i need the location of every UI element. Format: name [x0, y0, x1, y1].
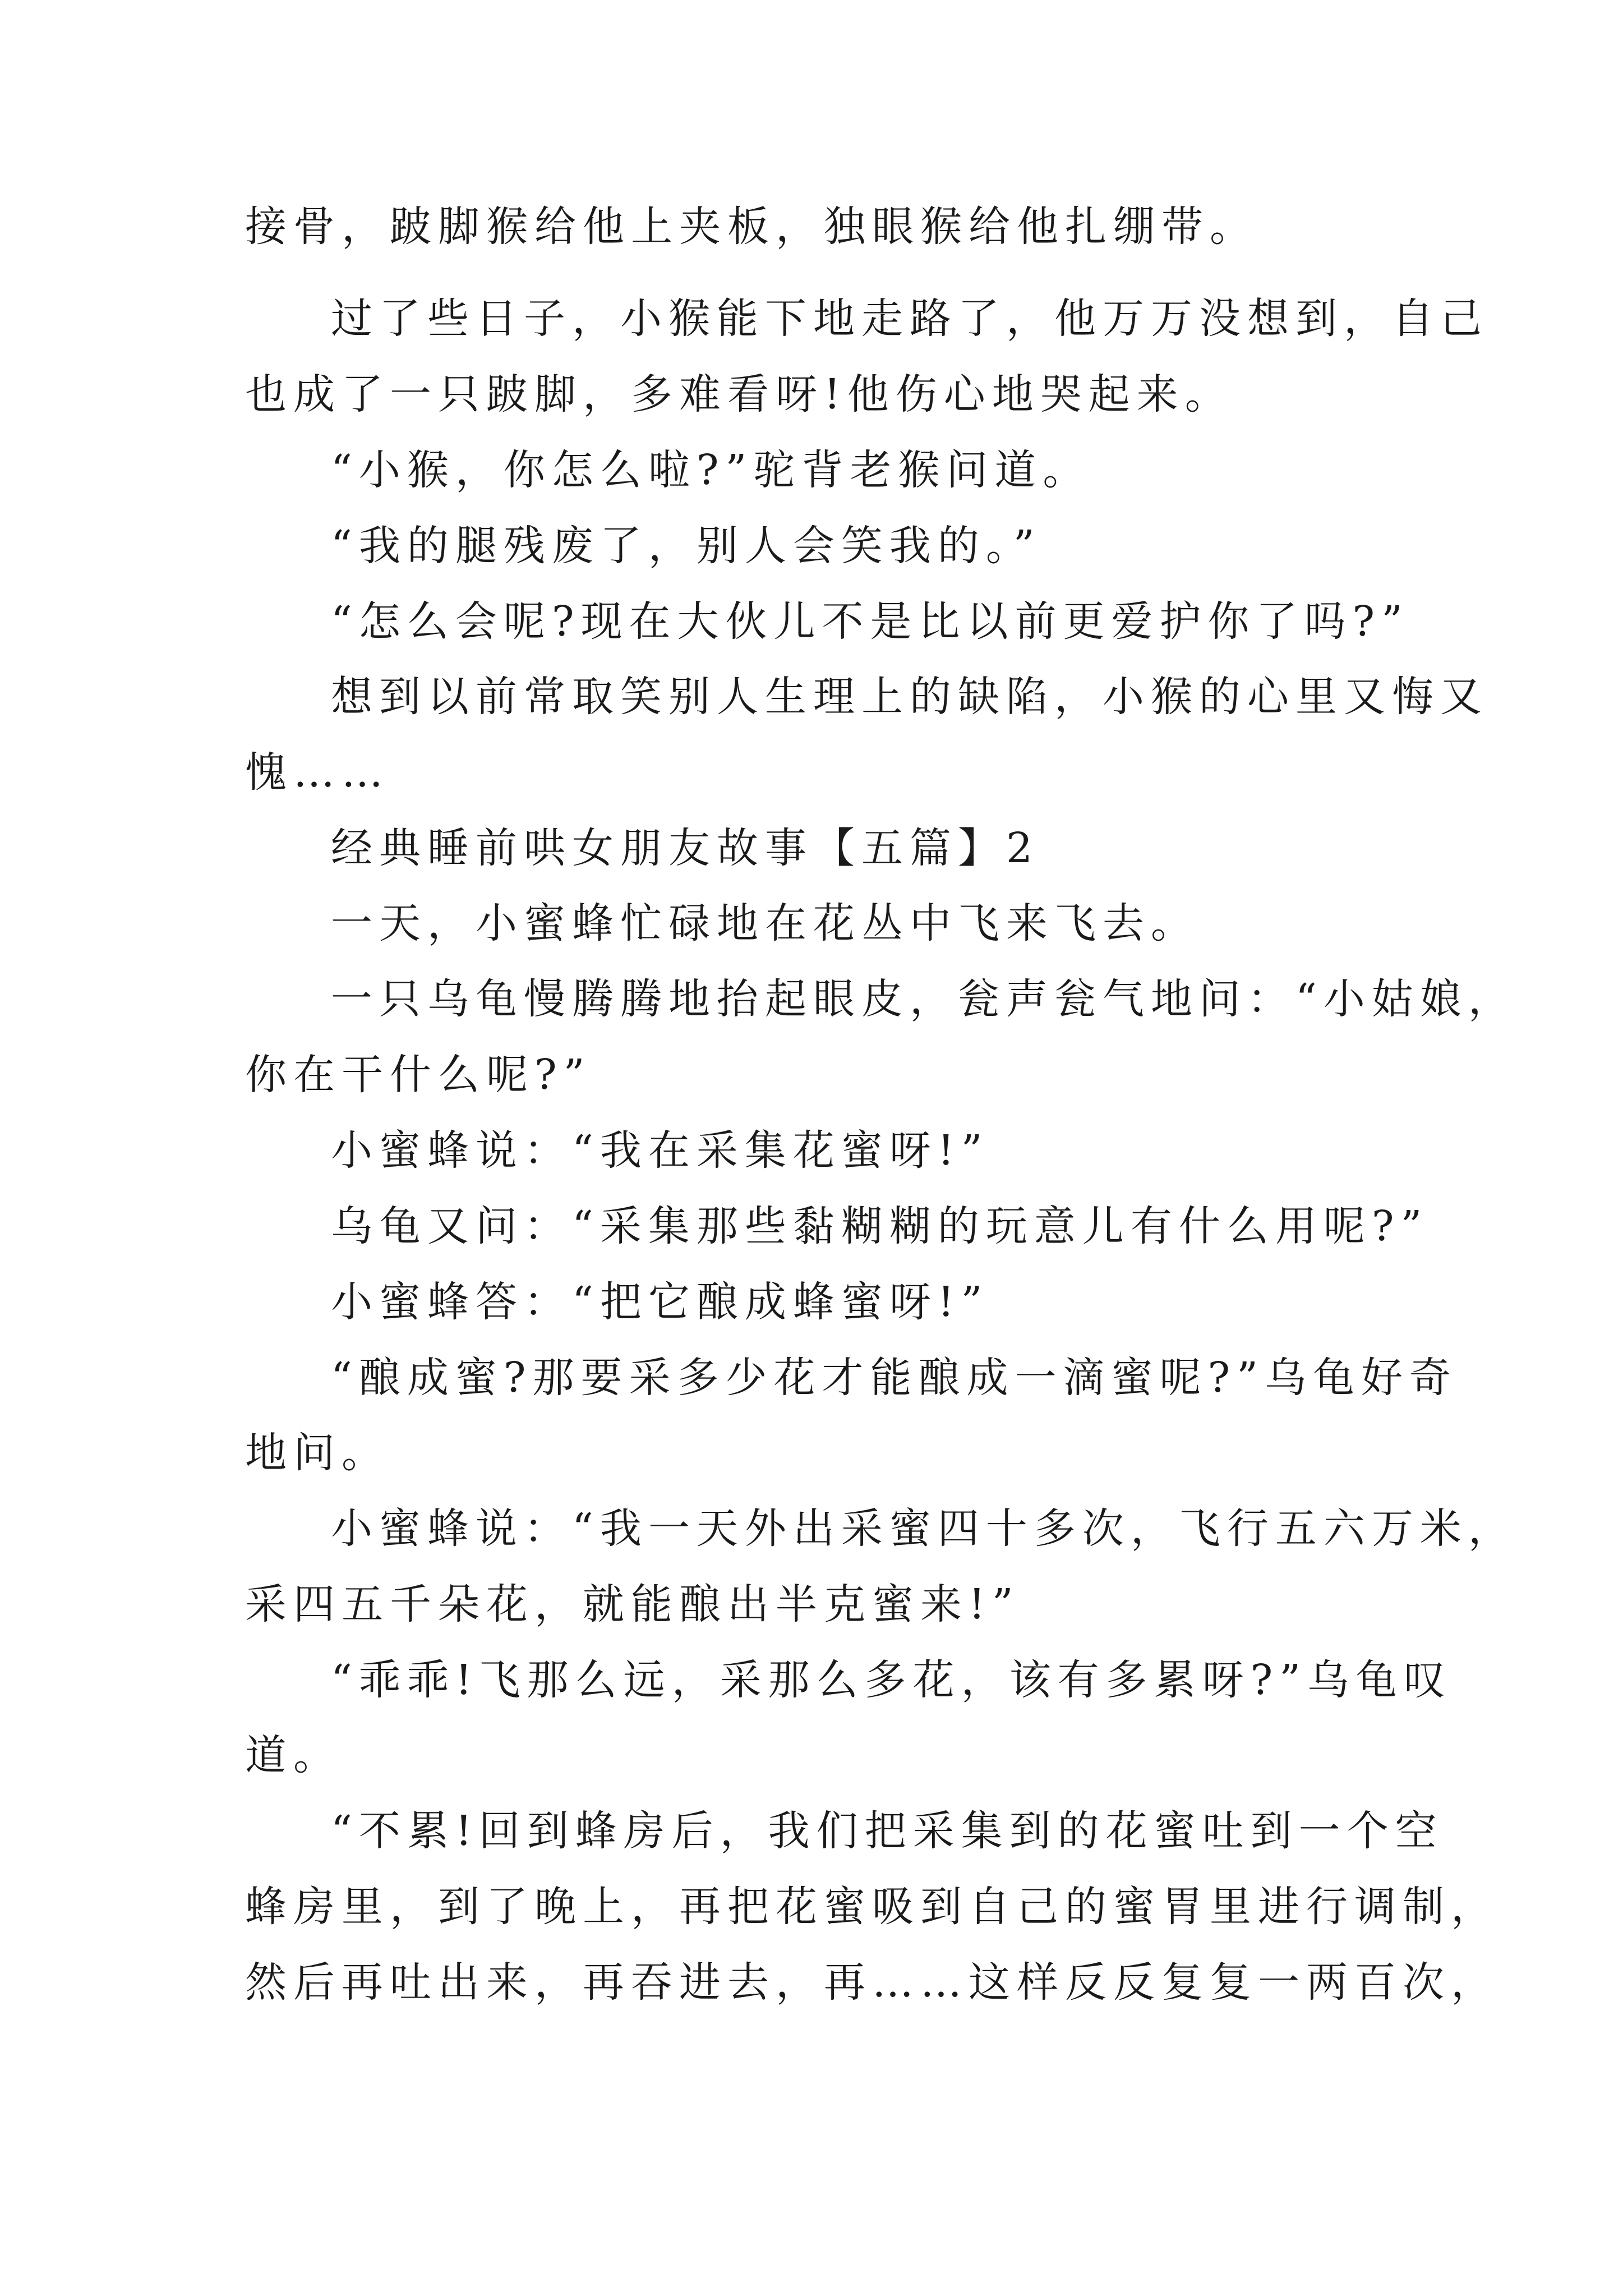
text-line: 蜂房里，到了晚上，再把花蜜吸到自己的蜜胃里进行调制， [245, 1883, 1499, 1931]
text-line: 接骨，跛脚猴给他上夹板，独眼猴给他扎绷带。 [245, 203, 1258, 251]
text-line: 愧…… [245, 748, 390, 797]
text-line: “小猴，你怎么啦?”驼背老猴问道。 [331, 446, 1091, 494]
text-line: 想到以前常取笑别人生理上的缺陷，小猴的心里又悔又 [331, 673, 1488, 721]
text-line: “怎么会呢?现在大伙儿不是比以前更爱护你了吗?” [331, 597, 1410, 646]
text-line: 也成了一只跛脚，多难看呀!他伤心地哭起来。 [245, 370, 1233, 418]
text-line: 过了些日子，小猴能下地走路了，他万万没想到，自己 [331, 295, 1488, 343]
text-line: 小蜜蜂说：“我在采集花蜜呀!” [331, 1126, 989, 1175]
text-line: “不累!回到蜂房后，我们把采集到的花蜜吐到一个空 [331, 1807, 1444, 1855]
text-line: 一天，小蜜蜂忙碌地在花丛中飞来飞去。 [331, 899, 1199, 947]
text-line: 道。 [245, 1731, 342, 1779]
text-line: “我的腿残废了，别人会笑我的。” [331, 522, 1041, 570]
text-line: 小蜜蜂说：“我一天外出采蜜四十多次，飞行五六万米， [331, 1504, 1516, 1553]
text-line: “酿成蜜?那要采多少花才能酿成一滴蜜呢?”乌龟好奇 [331, 1354, 1458, 1402]
text-line: 你在干什么呢?” [245, 1051, 592, 1099]
text-line: 地问。 [245, 1429, 390, 1477]
text-line: 小蜜蜂答：“把它酿成蜂蜜呀!” [331, 1278, 989, 1326]
text-line: “乖乖!飞那么远，采那么多花，该有多累呀?”乌龟叹 [331, 1656, 1453, 1704]
text-line: 然后再吐出来，再吞进去，再……这样反反复复一两百次， [245, 1958, 1499, 2007]
text-line: 采四五千朵花，就能酿出半克蜜来!” [245, 1580, 1020, 1628]
section-heading: 经典睡前哄女朋友故事【五篇】2 [331, 824, 1040, 872]
text-line: 一只乌龟慢腾腾地抬起眼皮，瓮声瓮气地问：“小姑娘， [331, 975, 1516, 1023]
text-line: 乌龟又问：“采集那些黏糊糊的玩意儿有什么用呢?” [331, 1202, 1429, 1250]
